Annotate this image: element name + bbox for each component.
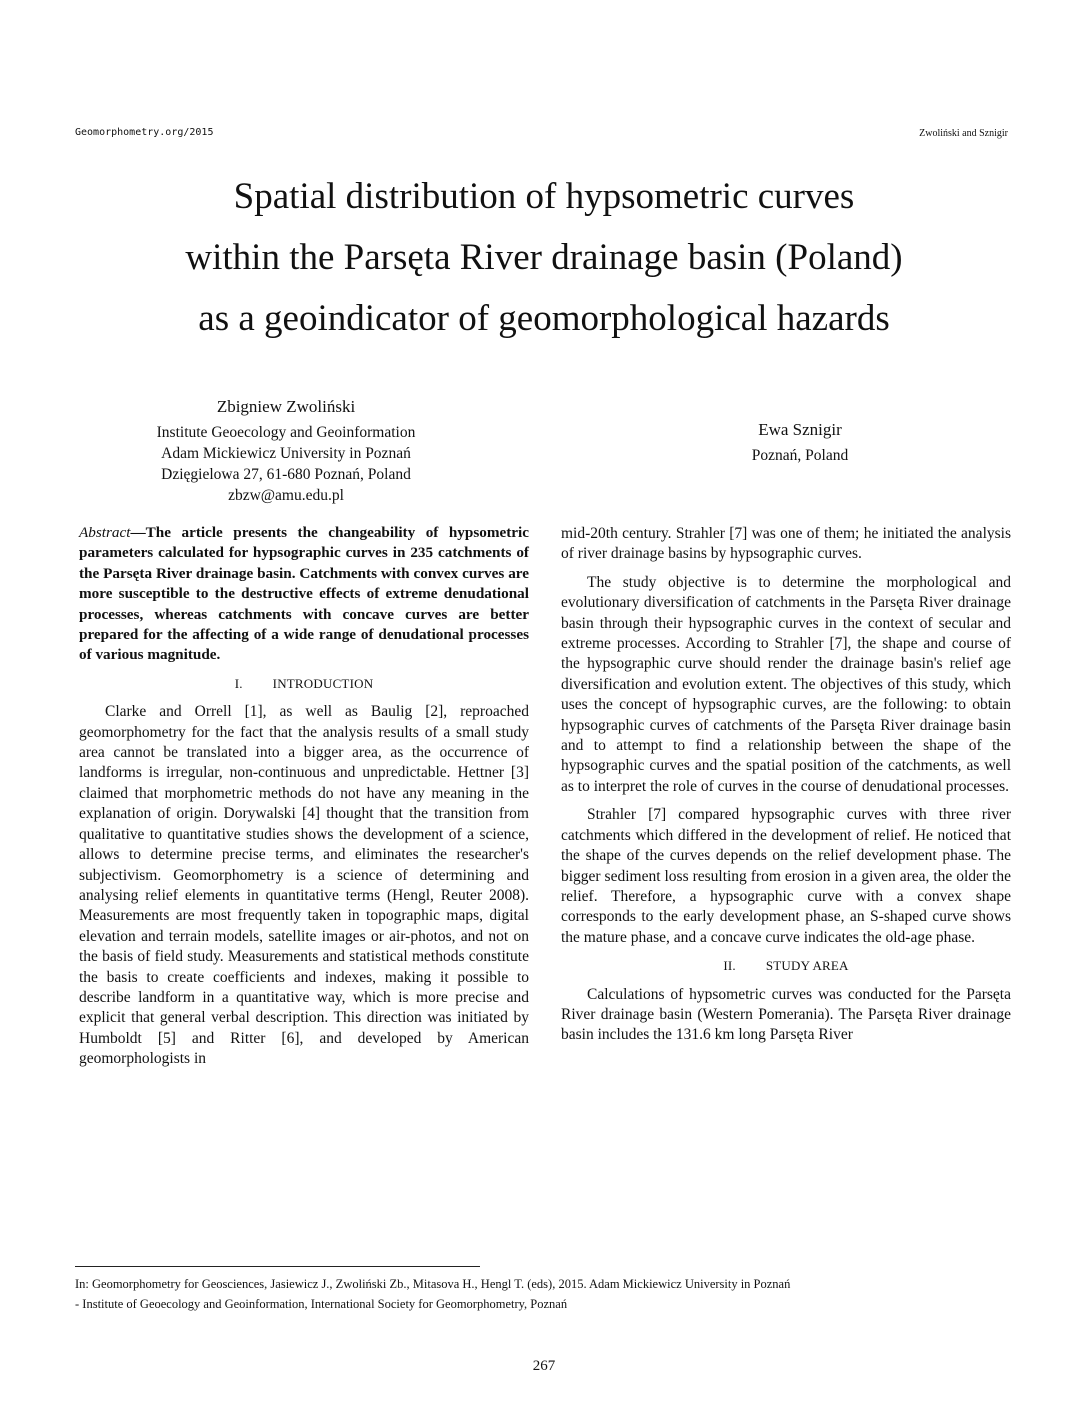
title-line-3: as a geoindicator of geomorphological hazards (198, 298, 890, 339)
author-1-affiliation-2: Adam Mickiewicz University in Poznań (161, 445, 411, 462)
right-column (561, 524, 1011, 1046)
left-column (79, 523, 529, 1070)
section-title: STUDY AREA (765, 958, 849, 974)
section-heading-study-area (561, 956, 1011, 976)
title-line-2: within the Parsęta River drainage basin (Poland) (185, 237, 903, 278)
abstract-lead: Abstract (79, 524, 131, 541)
intro-paragraph-1: Clarke and Orrell [1], as well as Baulig [2], reproached geomorphometry for the fact that the analysis results of a small study area cannot be translated into a bigger area, as the occurrence of landforms is irregular, non-continuous and unpredictable. Hettner [3] claimed that morphometric methods do not have any meaning in the explanation of origin. Dorywalski [4] thought that the transition from qualitative to quantitative studies shows the development of a science, allows to determine precise terms, and eliminates the researcher's subjectivism. Geomorphometry is a science of determining and analysing relief elements in quantitative terms (Hengl, Reuter 2008). Measurements are most frequently taken in topographic maps, digital elevation and terrain models, satellite images or air-photos, and not on the basis of field study. Measurements and statistical methods constitute the basis to create coefficients and indexes, making it possible to describe landform in a quantitative way, which is more precise and explicit that general verbal description. This direction was initiated by Humboldt [5] and Ritter [6], and developed by American geomorphologists in (79, 703, 529, 1068)
abstract-text: —The article presents the changeability of hypsometric parameters calculated for hypsographic curves in 235 catchments of the Parsęta River drainage basin. Catchments with convex curves are more susceptible to the destructive effects of extreme denudational processes, whereas catchments with concave curves are better prepared for the affecting of a wide range of denudational processes of various magnitude. (79, 524, 529, 664)
title-line-1: Spatial distribution of hypsometric curves (233, 176, 855, 217)
paper-title (0, 166, 1088, 349)
author-1-address: Dzięgielowa 27, 61-680 Poznań, Poland (161, 466, 411, 483)
author-2-block (680, 419, 920, 466)
running-header-right: Zwoliński and Sznigir (919, 128, 1008, 139)
footnote (75, 1274, 1015, 1314)
section-title: INTRODUCTION (272, 675, 374, 691)
author-1-affiliation-1: Institute Geoecology and Geoinformation (156, 424, 416, 441)
intro-paragraph-1-continued: mid-20th century. Strahler [7] was one of them; he initiated the analysis of river drainage basins by hypsographic curves. (561, 525, 1011, 563)
intro-paragraph-3: Strahler [7] compared hypsographic curves with three river catchments which differed in the development of relief. He noticed that the shape of the curves depends on the relief development phase. The bigger sediment loss resulting from erosion in a given area, the older the relief. Therefore, a hypsographic curve with a convex shape corresponds to the early development phase, an S-shaped curve shows the mature phase, and a concave curve indicates the old-age phase. (561, 806, 1011, 946)
footnote-line-1: In: Geomorphometry for Geosciences, Jasiewicz J., Zwoliński Zb., Mitasova H., Hengl T. (eds), 2015. Adam Mickiewicz University in Poznań (75, 1277, 791, 1291)
footnote-line-2: - Institute of Geoecology and Geoinformation, International Society for Geomorphometry, Poznań (75, 1297, 568, 1311)
section-number: I. (234, 675, 243, 691)
author-2-affiliation: Poznań, Poland (751, 447, 849, 464)
page-number: 267 (532, 1358, 556, 1374)
author-1-email[interactable]: zbzw@amu.edu.pl (228, 487, 344, 504)
study-area-paragraph-1: Calculations of hypsometric curves was conducted for the Parsęta River drainage basin (Western Pomerania). The Parsęta River drainage basin includes the 131.6 km long Parsęta River (561, 985, 1011, 1044)
abstract (79, 523, 529, 666)
author-2-name: Ewa Sznigir (758, 420, 842, 439)
author-1-name: Zbigniew Zwoliński (216, 397, 356, 416)
footnote-rule (75, 1266, 480, 1267)
author-1-block (130, 396, 442, 506)
section-number: II. (723, 958, 736, 974)
running-header-left: Geomorphometry.org/2015 (75, 127, 214, 138)
section-heading-introduction (79, 674, 529, 694)
intro-paragraph-2: The study objective is to determine the morphological and evolutionary diversification of catchments in the Parsęta River drainage basin through their hypsographic curves in the context of secular and extreme processes. According to Strahler [7], the shape and course of the hypsographic curve should render the drainage basin's relief age diversification and evolution extent. The objectives of this study, which uses the concept of hypsographic curves, are the following: to obtain hypsographic curves of catchments of the Parsęta River drainage basin and to attempt to find a relationship between the shape of the hypsographic curves and the spatial position of the catchments, as well as to interpret the role of curves in the course of denudational processes. (561, 573, 1011, 795)
